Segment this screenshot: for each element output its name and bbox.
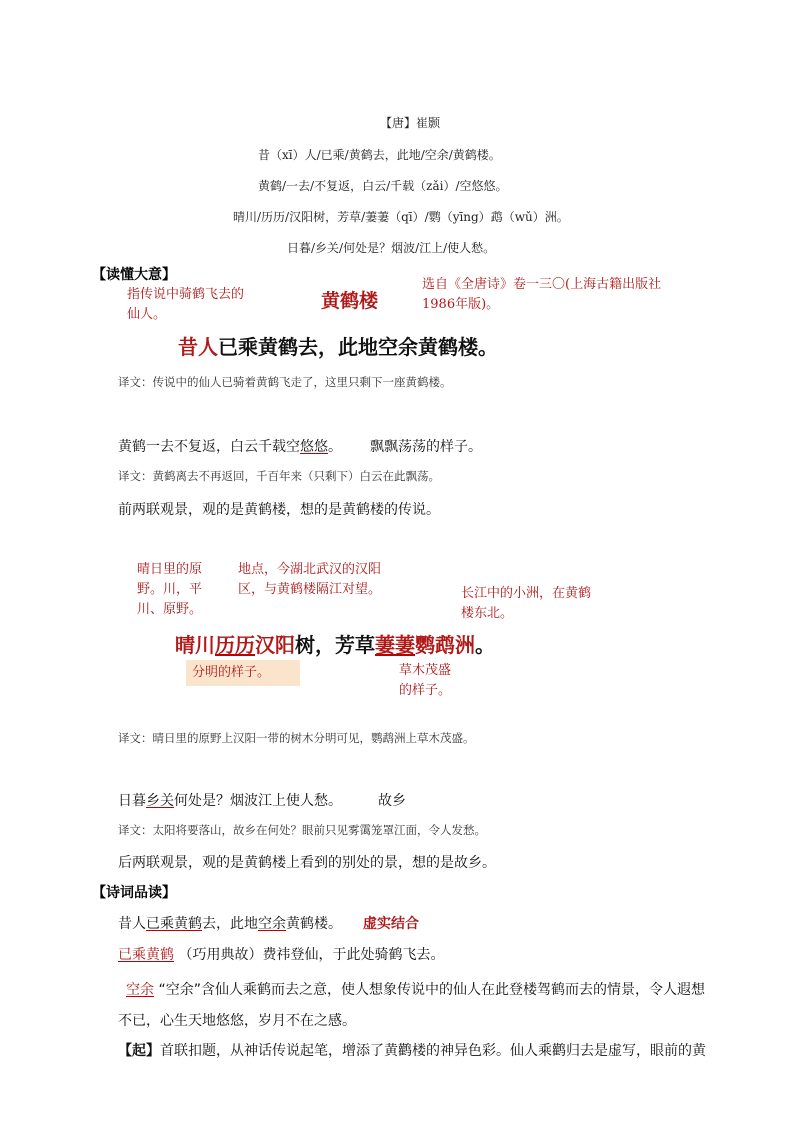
term-yichenghuanghe: 已乘黄鹤 (118, 947, 174, 963)
appreciate-line-1-a: 昔人 (118, 916, 146, 932)
key-line-3-mid: 树，芳草 (295, 633, 375, 657)
key-word-yingwuzhou: 鹦鹉洲 (415, 633, 475, 657)
key-line-3-end: 。 (475, 633, 495, 657)
translation-3: 译文：晴日里的原野上汉阳一带的树木分明可见，鹦鹉洲上草木茂盛。 (118, 731, 475, 745)
body-line-4-a: 日暮 (118, 793, 146, 809)
body-line-2-end: 。 (328, 439, 342, 455)
note-hanyang: 地点，今湖北武汉的汉阳区，与黄鹤楼隔江对望。 (238, 562, 382, 597)
translation-4: 译文：太阳将要落山，故乡在何处？眼前只见雾霭笼罩江面，令人发愁。 (118, 823, 486, 837)
note-xiangguan: 故乡 (378, 793, 406, 809)
note-lili: 分明的样子。 (186, 660, 300, 686)
appreciate-line-1-e: 黄鹤楼。 (286, 916, 342, 932)
key-word-kongyu: 空余 (258, 916, 286, 932)
section-heading-understand: 【读懂大意】 (92, 267, 176, 283)
body-line-4 (118, 790, 342, 810)
summary-2: 后两联观景，观的是黄鹤楼上看到的别处的景，想的是故乡。 (118, 855, 496, 871)
key-word-xiangguan: 乡关 (146, 793, 174, 809)
appreciate-line-1-c: 去，此地 (202, 916, 258, 932)
note-xiren: 指传说中骑鹤飞去的仙人。 (127, 287, 245, 322)
appreciate-para-1 (118, 944, 444, 964)
appreciate-para-2 (118, 975, 706, 1037)
body-line-2-text: 黄鹤一去不复返，白云千载空 (118, 439, 300, 455)
poem-author: 【唐】崔颢 (380, 116, 441, 130)
note-qingchuan: 晴日里的原野。川，平川、原野。 (137, 562, 203, 617)
key-word-yichenghuanghe: 已乘黄鹤 (146, 916, 202, 932)
appreciate-para-3-text: 首联扣题，从神话传说起笔，增添了黄鹳楼的神异色彩。仙人乘鹳归去是虚写，眼前的黄 (160, 1043, 706, 1059)
key-word-youyou: 悠悠 (300, 439, 328, 455)
appreciate-para-1-text: （巧用典故）费祎登仙，于此处骑鹤飞去。 (174, 947, 445, 963)
key-line-1 (178, 331, 498, 360)
section-heading-appreciate: 【诗词品读】 (92, 885, 176, 901)
poem-line-2: 黄鹤/一去/不复返，白云/千载（zǎi）/空悠悠。 (258, 179, 508, 193)
appreciate-para-2-text: “空余”含仙人乘鹤而去之意，使人想象传说中的仙人在此登楼驾鹤而去的情景，令人遐想不已，心生天地悠悠，岁月不在之感。 (118, 982, 705, 1029)
key-line-1-rest: 已乘黄鹤去，此地空余黄鹤楼。 (218, 335, 498, 359)
translation-2: 译文：黄鹤离去不再返回，千百年来（只剩下）白云在此飘荡。 (118, 469, 440, 483)
key-word-hanyang: 汉阳 (255, 633, 295, 657)
body-line-2 (118, 436, 342, 456)
key-word-lili: 历历 (215, 633, 255, 657)
note-title-huanghelou: 黄鹤楼 (321, 290, 379, 312)
key-word-qingchuan: 晴川 (175, 633, 215, 657)
note-qiqi: 草木茂盛的样子。 (399, 663, 452, 698)
poem-line-4: 日暮/乡关/何处是？烟波/江上/使人愁。 (287, 241, 496, 255)
key-word-xiren: 昔人 (178, 335, 218, 359)
summary-1: 前两联观景，观的是黄鹤楼，想的是黄鹤楼的传说。 (118, 502, 440, 518)
appreciate-line-1 (118, 913, 342, 933)
poem-line-1: 昔（xī）人/已乘/黄鹤去，此地/空余/黄鹤楼。 (258, 148, 501, 162)
appreciate-para-3 (118, 1040, 706, 1060)
key-word-qiqi: 萋萋 (375, 633, 415, 657)
label-qi: 【起】 (118, 1043, 160, 1059)
term-kongyu: 空余 (126, 982, 154, 998)
note-yingwu: 长江中的小洲，在黄鹤楼东北。 (461, 586, 592, 621)
poem-line-3: 晴川/历历/汉阳树，芳草/萋萋（qī）/鹦（yīng）鹉（wǔ）洲。 (233, 210, 569, 224)
note-youyou: 飘飘荡荡的样子。 (370, 439, 482, 455)
body-line-4-c: 何处是？烟波江上使人愁。 (174, 793, 342, 809)
tag-xushi: 虚实结合 (363, 916, 419, 932)
note-source: 选自《全唐诗》卷一三〇(上海古籍出版社1986年版)。 (422, 277, 662, 312)
key-line-3 (175, 629, 495, 658)
translation-1: 译文：传说中的仙人已骑着黄鹤飞走了，这里只剩下一座黄鹤楼。 (118, 375, 452, 389)
